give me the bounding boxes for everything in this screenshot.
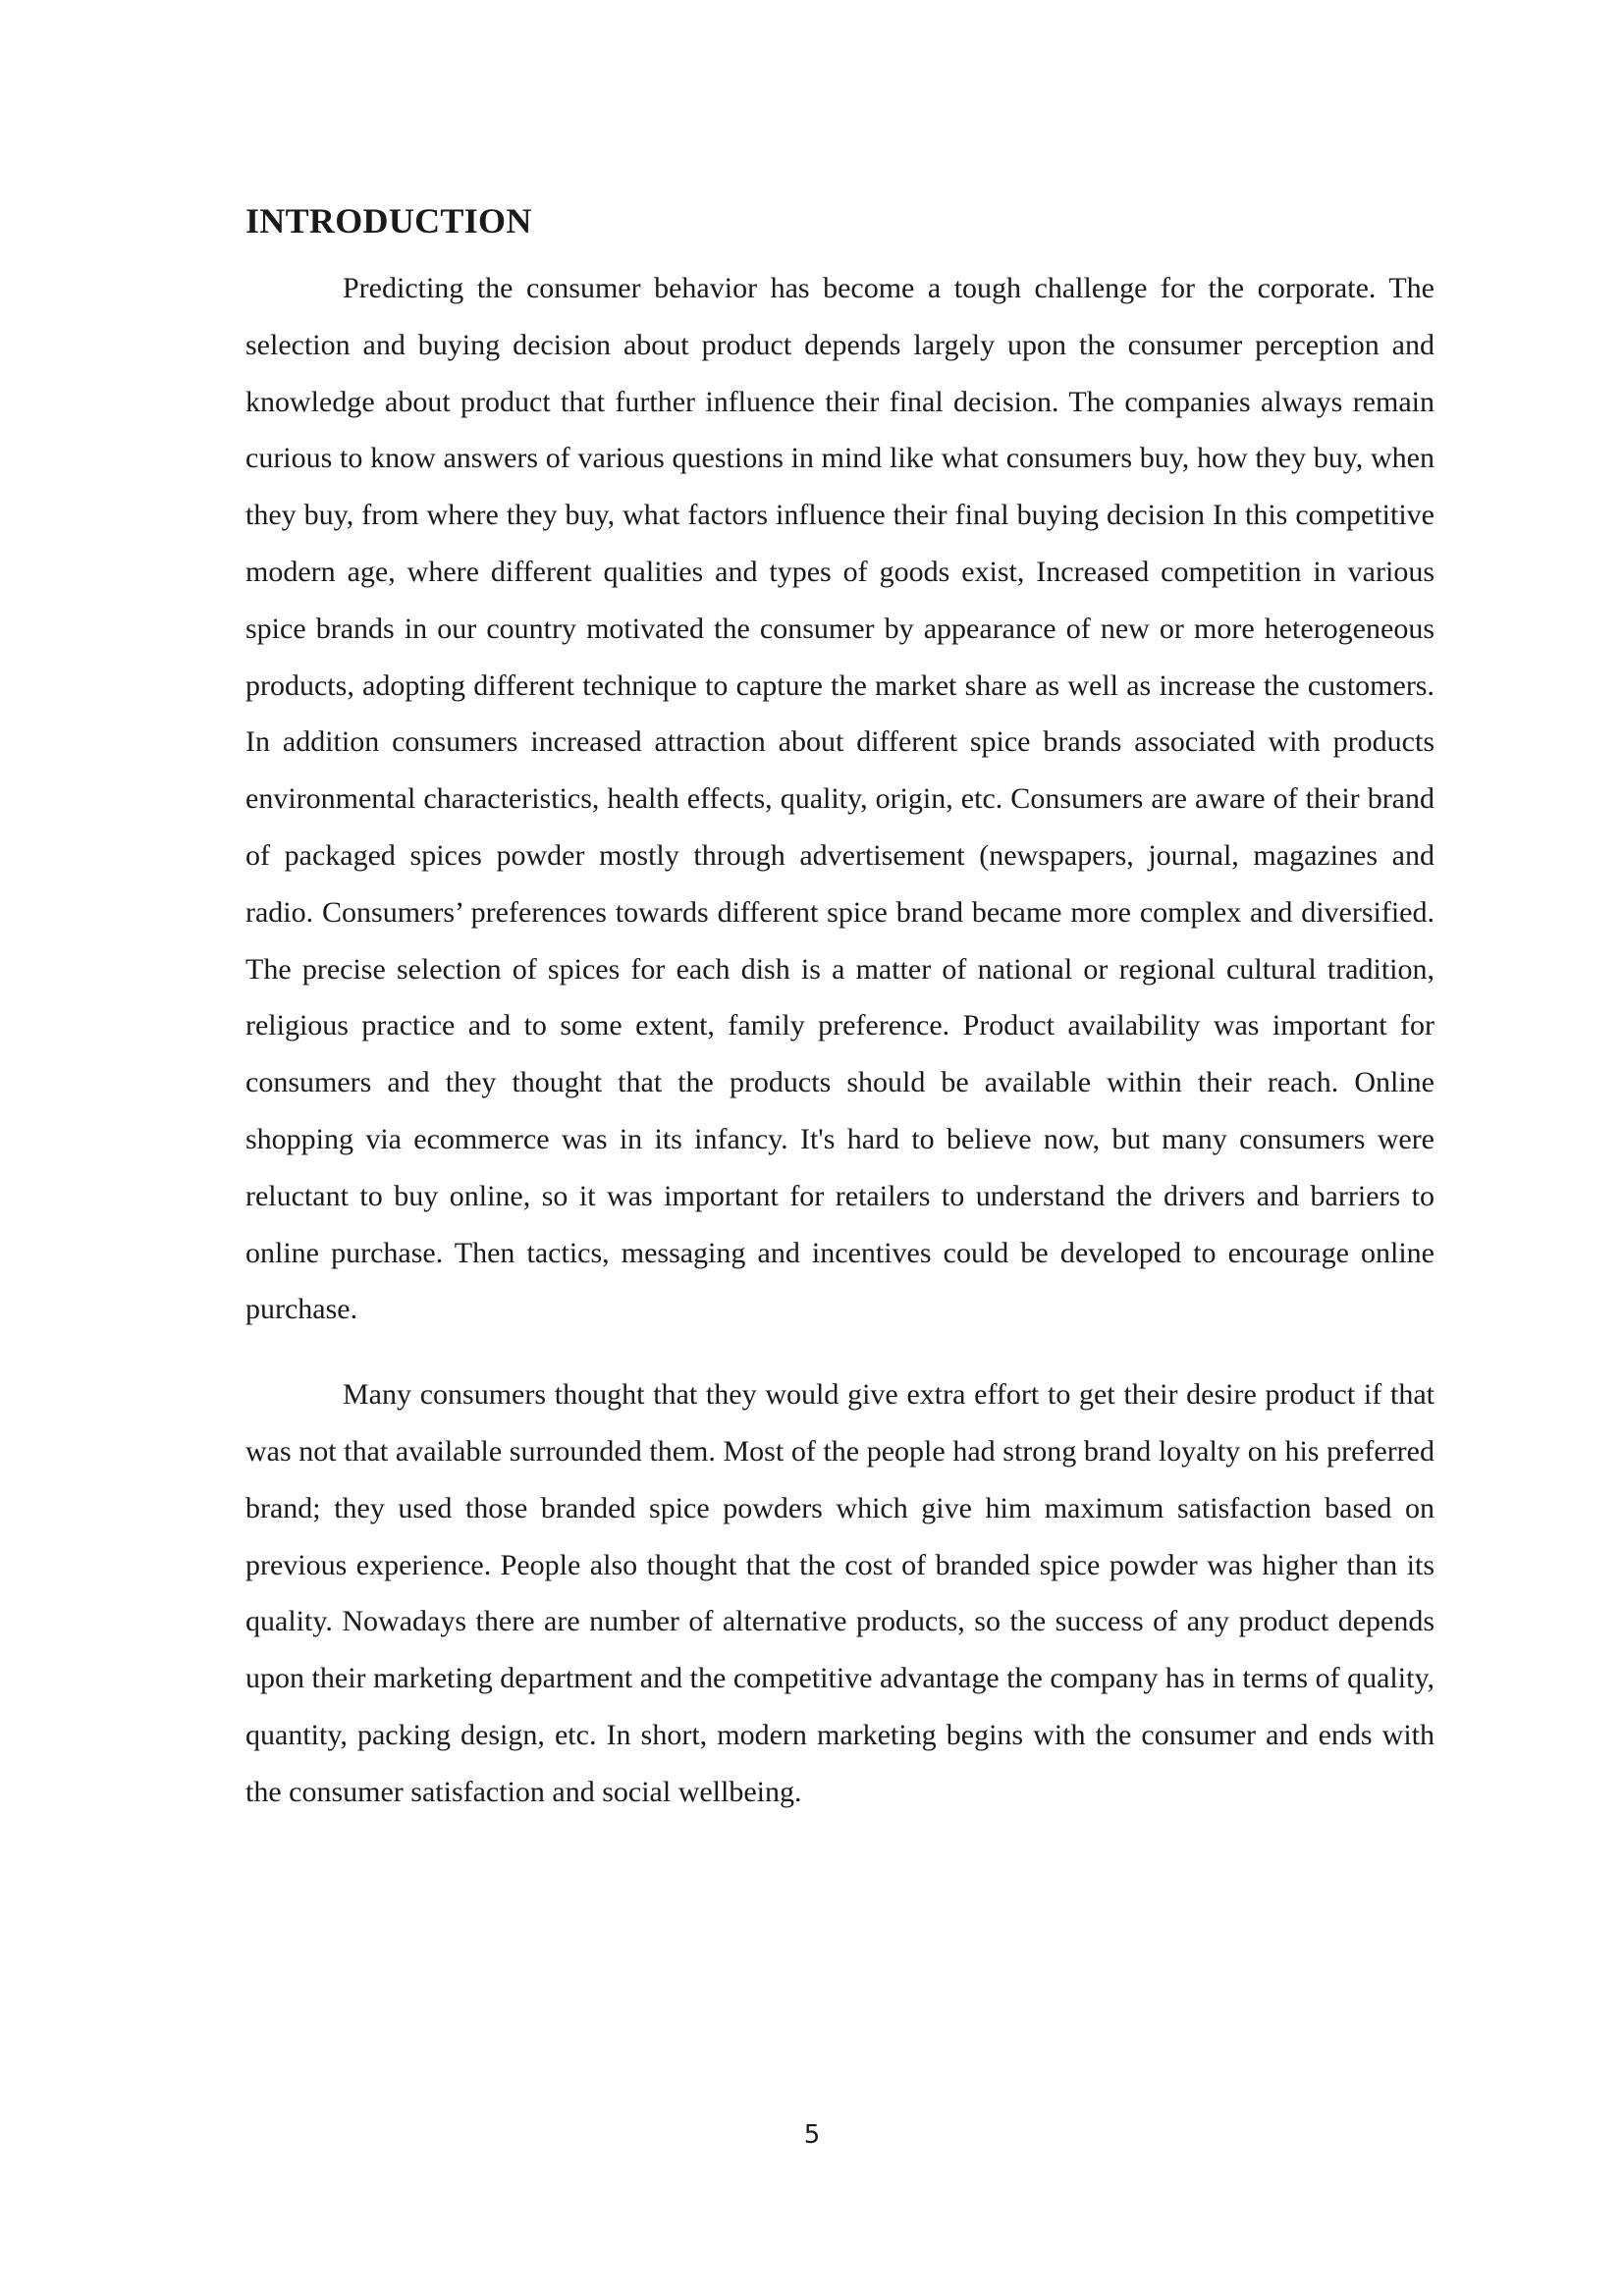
page-body <box>245 191 1435 1821</box>
paragraph-1: Predicting the consumer behavior has become a tough challenge for the corporate. The selection and buying decision about product depends largely upon the consumer perception and knowledge about product that further influence their final decision. The companies always remain curious to know answers of various questions in mind like what consumers buy, how they buy, when they buy, from where they buy, what factors influence their final buying decision In this competitive modern age, where different qualities and types of goods exist, Increased competition in various spice brands in our country motivated the consumer by appearance of new or more heterogeneous products, adopting different technique to capture the market share as well as increase the customers. In addition consumers increased attraction about different spice brands associated with products environmental characteristics, health effects, quality, origin, etc. Consumers are aware of their brand of packaged spices powder mostly through advertisement (newspapers, journal, magazines and radio. Consumers’ preferences towards different spice brand became more complex and diversified. The precise selection of spices for each dish is a matter of national or regional cultural tradition, religious practice and to some extent, family preference. Product availability was important for consumers and they thought that the products should be available within their reach. Online shopping via ecommerce was in its infancy. It's hard to believe now, but many consumers were reluctant to buy online, so it was important for retailers to understand the drivers and barriers to online purchase. Then tactics, messaging and incentives could be developed to encourage online purchase. <box>245 272 1435 1326</box>
paragraph-2: Many consumers thought that they would give extra effort to get their desire product if that was not that available surrounded them. Most of the people had strong brand loyalty on his preferred brand; they used those branded spice powders which give him maximum satisfaction based on previous experience. People also thought that the cost of branded spice powder was higher than its quality. Nowadays there are number of alternative products, so the success of any product depends upon their marketing department and the competitive advantage the company has in terms of quality, quantity, packing design, etc. In short, modern marketing begins with the consumer and ends with the consumer satisfaction and social wellbeing. <box>245 1378 1435 1808</box>
section-heading: INTRODUCTION <box>245 201 532 240</box>
page-number: 5 <box>803 2120 821 2150</box>
